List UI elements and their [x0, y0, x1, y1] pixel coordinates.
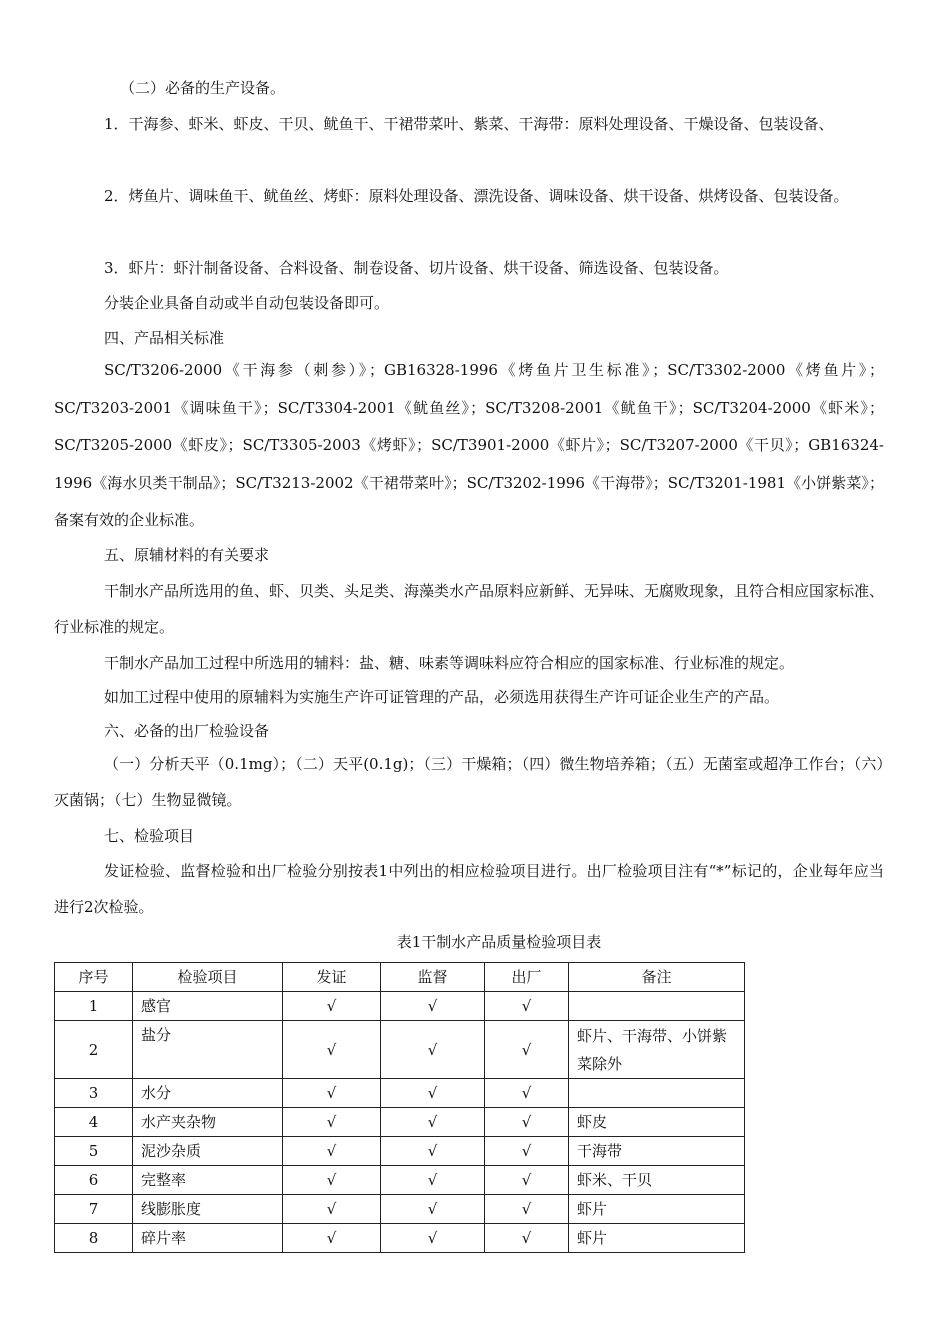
cell-factory: √	[485, 1166, 569, 1195]
cell-supervise: √	[381, 1079, 485, 1108]
cell-factory: √	[485, 1079, 569, 1108]
header-note: 备注	[569, 963, 745, 992]
paragraph-equipment-2: 2．烤鱼片、调味鱼干、鱿鱼丝、烤虾：原料处理设备、漂洗设备、调味设备、烘干设备、烘烤设备、包装设备。	[104, 187, 849, 205]
table-row	[55, 1195, 745, 1224]
cell-factory: √	[485, 992, 569, 1021]
header-item: 检验项目	[133, 963, 283, 992]
paragraph-packaging: 分装企业具备自动或半自动包装设备即可。	[104, 294, 390, 312]
cell-item: 泥沙杂质	[133, 1137, 283, 1166]
cell-note: 虾片	[569, 1195, 745, 1224]
cell-item: 水产夹杂物	[133, 1108, 283, 1137]
cell-supervise: √	[381, 1021, 485, 1079]
table-row	[55, 1108, 745, 1137]
cell-issue: √	[283, 1079, 381, 1108]
cell-item: 完整率	[133, 1166, 283, 1195]
cell-item: 盐分	[133, 1021, 283, 1079]
cell-note: 虾米、干贝	[569, 1166, 745, 1195]
cell-supervise: √	[381, 1224, 485, 1253]
cell-supervise: √	[381, 992, 485, 1021]
table-row	[55, 1021, 745, 1079]
cell-item: 水分	[133, 1079, 283, 1108]
section-heading-standards: 四、产品相关标准	[104, 329, 225, 347]
header-factory: 出厂	[485, 963, 569, 992]
cell-supervise: √	[381, 1137, 485, 1166]
cell-issue: √	[283, 1137, 381, 1166]
paragraph-inspection-items: 发证检验、监督检验和出厂检验分别按表1中列出的相应检验项目进行。出厂检验项目注有“*”标记的，企业每年应当进行2次检验。	[54, 862, 884, 916]
cell-no: 6	[55, 1166, 133, 1195]
paragraph-materials-1: 干制水产品所选用的鱼、虾、贝类、头足类、海藻类水产品原料应新鲜、无异味、无腐败现象，且符合相应国家标准、行业标准的规定。	[54, 582, 885, 636]
cell-no: 5	[55, 1137, 133, 1166]
cell-note: 虾皮	[569, 1108, 745, 1137]
cell-no: 2	[55, 1021, 133, 1079]
header-issue: 发证	[283, 963, 381, 992]
cell-note	[569, 1079, 745, 1108]
paragraph-materials-2: 干制水产品加工过程中所选用的辅料：盐、糖、味素等调味料应符合相应的国家标准、行业标准的规定。	[104, 654, 795, 672]
cell-factory: √	[485, 1137, 569, 1166]
cell-issue: √	[283, 1166, 381, 1195]
cell-issue: √	[283, 1108, 381, 1137]
cell-no: 4	[55, 1108, 133, 1137]
table-row	[55, 1079, 745, 1108]
header-no: 序号	[55, 963, 133, 992]
paragraph-standards-list: SC/T3206-2000《干海参（刺参）》；GB16328-1996《烤鱼片卫生标准》；SC/T3302-2000《烤鱼片》；SC/T3203-2001《调味鱼干》；SC/T3304-2001《鱿鱼丝》；SC/T3208-2001《鱿鱼干》；SC/T3204-2000《虾米》；SC/T3205-2000《虾皮》；SC/T3305-2003《烤虾》；SC/T3901-2000《虾片》；SC/T3207-2000《干贝》；GB16324-1996《海水贝类干制品》；SC/T3213-2002《干裙带菜叶》；SC/T3202-1996《干海带》；SC/T3201-1981《小饼紫菜》；备案有效的企业标准。	[54, 361, 884, 529]
section-heading-materials: 五、原辅材料的有关要求	[104, 546, 270, 564]
cell-supervise: √	[381, 1108, 485, 1137]
cell-note: 虾片、干海带、小饼紫菜除外	[569, 1021, 745, 1079]
cell-no: 8	[55, 1224, 133, 1253]
section-subheading-equipment: （二）必备的生产设备。	[120, 79, 286, 97]
paragraph-equipment-3: 3．虾片：虾汁制备设备、合料设备、制卷设备、切片设备、烘干设备、筛选设备、包装设备。	[104, 259, 729, 277]
cell-no: 7	[55, 1195, 133, 1224]
cell-issue: √	[283, 1224, 381, 1253]
table-caption: 表1干制水产品质量检验项目表	[396, 933, 602, 951]
paragraph-equipment-1: 1．干海参、虾米、虾皮、干贝、鱿鱼干、干裙带菜叶、紫菜、干海带：原料处理设备、干燥设备、包装设备、	[104, 115, 834, 133]
cell-item: 线膨胀度	[133, 1195, 283, 1224]
cell-factory: √	[485, 1108, 569, 1137]
inspection-table	[54, 962, 745, 1253]
cell-issue: √	[283, 992, 381, 1021]
section-heading-inspection-items: 七、检验项目	[104, 827, 195, 845]
cell-issue: √	[283, 1021, 381, 1079]
cell-factory: √	[485, 1224, 569, 1253]
cell-factory: √	[485, 1021, 569, 1079]
header-supervise: 监督	[381, 963, 485, 992]
cell-supervise: √	[381, 1166, 485, 1195]
paragraph-inspection-equipment: （一）分析天平（0.1mg）；（二）天平(0.1g)；（三）干燥箱；（四）微生物培养箱；（五）无菌室或超净工作台；（六）灭菌锅；（七）生物显微镜。	[54, 755, 884, 809]
cell-supervise: √	[381, 1195, 485, 1224]
cell-item: 碎片率	[133, 1224, 283, 1253]
table-row	[55, 1224, 745, 1253]
cell-note: 虾片	[569, 1224, 745, 1253]
cell-no: 3	[55, 1079, 133, 1108]
table-header-row	[55, 963, 745, 992]
table-row	[55, 1166, 745, 1195]
cell-issue: √	[283, 1195, 381, 1224]
cell-note	[569, 992, 745, 1021]
cell-factory: √	[485, 1195, 569, 1224]
section-heading-inspection-equipment: 六、必备的出厂检验设备	[104, 722, 270, 740]
cell-no: 1	[55, 992, 133, 1021]
table-row	[55, 1137, 745, 1166]
table-row	[55, 992, 745, 1021]
cell-note: 干海带	[569, 1137, 745, 1166]
cell-item: 感官	[133, 992, 283, 1021]
paragraph-materials-3: 如加工过程中使用的原辅料为实施生产许可证管理的产品，必须选用获得生产许可证企业生产的产品。	[104, 688, 780, 706]
